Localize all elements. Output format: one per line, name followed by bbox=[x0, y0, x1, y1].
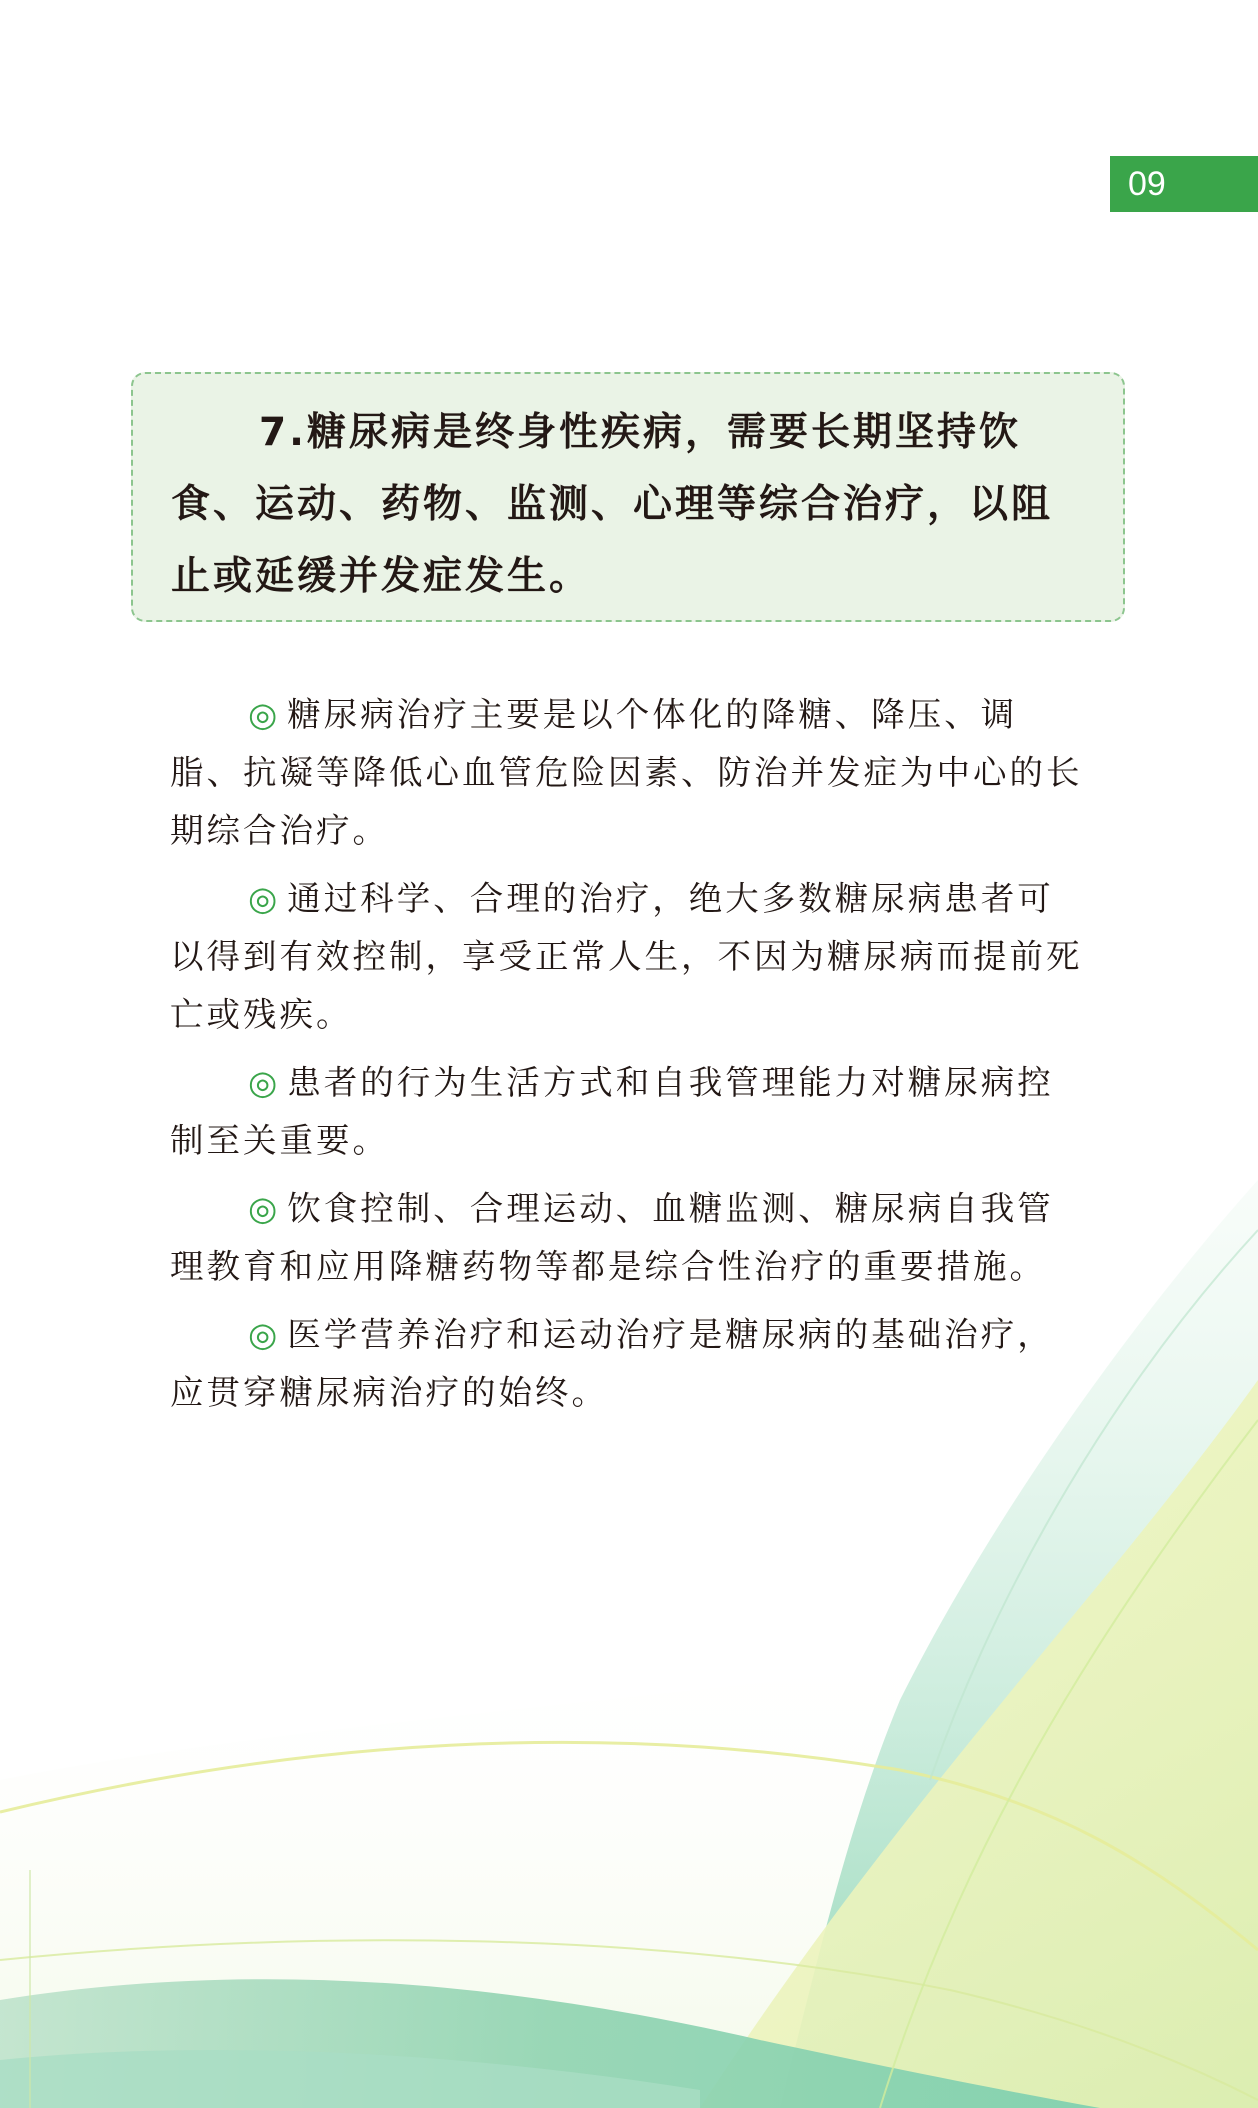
bullet-icon: ◎ bbox=[248, 1063, 278, 1102]
page-number: 09 bbox=[1128, 165, 1166, 203]
content-list bbox=[170, 686, 1090, 1432]
bullet-icon: ◎ bbox=[248, 1189, 278, 1228]
list-item-text: 饮食控制、合理运动、血糖监测、糖尿病自我管理教育和应用降糖药物等都是综合性治疗的重要措施。 bbox=[170, 1189, 1054, 1286]
bullet-icon: ◎ bbox=[248, 695, 278, 734]
bullet-icon: ◎ bbox=[248, 879, 278, 918]
list-item bbox=[170, 1180, 1090, 1296]
list-item-text: 通过科学、合理的治疗，绝大多数糖尿病患者可以得到有效控制，享受正常人生，不因为糖尿病而提前死亡或残疾。 bbox=[170, 879, 1083, 1034]
list-item-text: 患者的行为生活方式和自我管理能力对糖尿病控制至关重要。 bbox=[170, 1063, 1054, 1160]
key-point-box bbox=[131, 372, 1125, 622]
list-item bbox=[170, 870, 1090, 1044]
list-item bbox=[170, 1306, 1090, 1422]
page-number-tab bbox=[1110, 156, 1258, 212]
list-item-text: 医学营养治疗和运动治疗是糖尿病的基础治疗，应贯穿糖尿病治疗的始终。 bbox=[170, 1315, 1054, 1412]
list-item bbox=[170, 686, 1090, 860]
list-item bbox=[170, 1054, 1090, 1170]
bullet-icon: ◎ bbox=[248, 1315, 278, 1354]
list-item-text: 糖尿病治疗主要是以个体化的降糖、降压、调脂、抗凝等降低心血管危险因素、防治并发症为中心的长期综合治疗。 bbox=[170, 695, 1083, 850]
key-point-heading: 7.糖尿病是终身性疾病，需要长期坚持饮食、运动、药物、监测、心理等综合治疗，以阻止或延缓并发症发生。 bbox=[171, 410, 1054, 599]
